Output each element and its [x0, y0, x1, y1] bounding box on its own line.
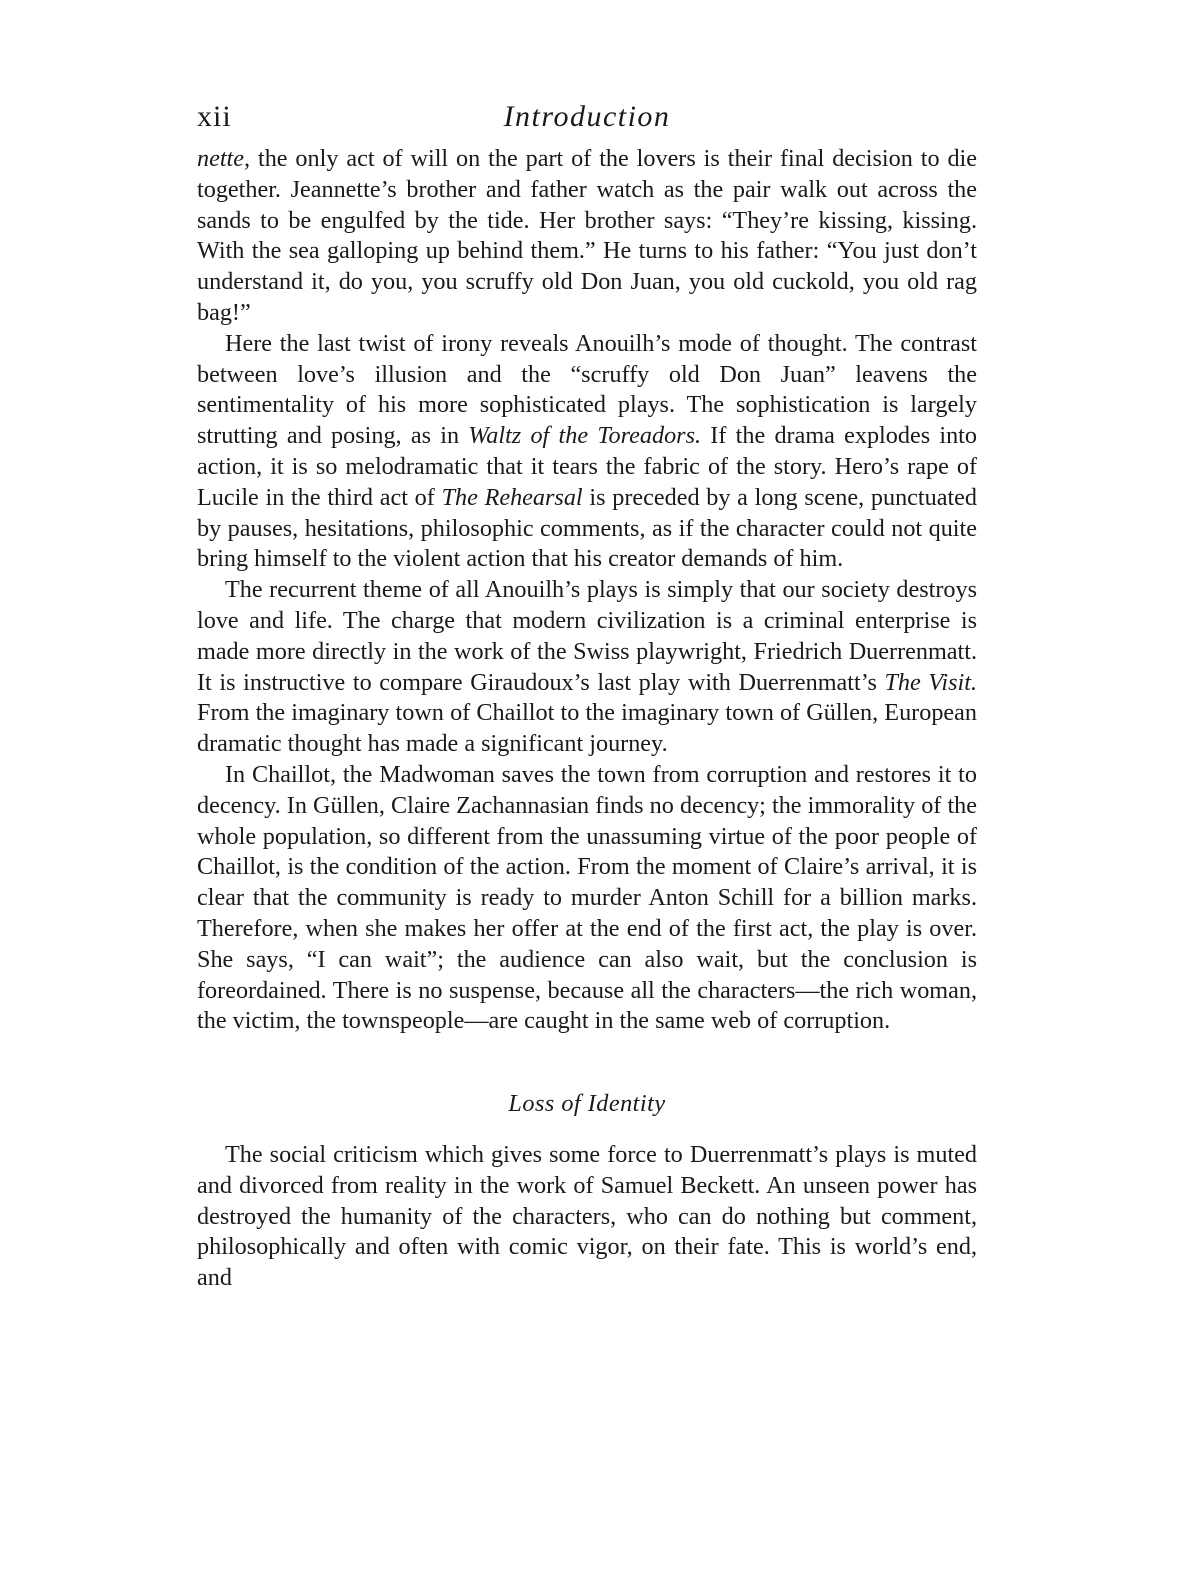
body-text	[197, 144, 977, 1294]
paragraph-3-title-visit: The Visit.	[884, 668, 977, 696]
paragraph-3	[197, 575, 977, 760]
paragraph-3-text-a: The recurrent theme of all Anouilh’s plays is simply that our society destroys love and life. The charge that modern civilization is a criminal enterprise is made more directly in the work of the Swiss playwright, Friedrich Duerrenmatt. It is instructive to compare Giraudoux’s last play with Duerrenmatt’s	[197, 576, 977, 696]
paragraph-2-text-a: Here the last twist of irony reveals Anouilh’s mode of thought. The contrast between love’s illusion and the “scruffy old Don Juan” leavens the sentimentality of his more sophisticated plays. The sophistication is largely strutting and posing, as in	[197, 329, 977, 450]
page-number: xii	[197, 100, 232, 133]
paragraph-1-lead: nette,	[197, 145, 251, 172]
paragraph-2	[197, 329, 977, 575]
running-title: Introduction	[503, 100, 671, 133]
paragraph-2-title-rehearsal: The Rehearsal	[441, 483, 583, 511]
book-page	[197, 98, 977, 1294]
paragraph-1	[197, 144, 977, 329]
running-head	[197, 98, 977, 144]
paragraph-2-title-waltz: Waltz of the Toreadors.	[468, 422, 702, 450]
paragraph-4: In Chaillot, the Madwoman saves the town from corruption and restores it to decency. In Güllen, Claire Zachannasian finds no decency; the immorality of the whole population, so different from the unassuming virtue of the poor people of Chaillot, is the condition of the action. From the moment of Claire’s arrival, it is clear that the community is ready to murder Anton Schill for a billion marks. Therefore, when she makes her offer at the end of the first act, the play is over. She says, “I can wait”; the audience can also wait, but the conclusion is foreordained. There is no suspense, because all the characters—the rich woman, the victim, the townspeople—are caught in the same web of corruption.	[197, 760, 977, 1035]
paragraph-1-text: the only act of will on the part of the lovers is their final decision to die together. Jeannette’s brother and father watch as the pair walk out across the sands to be engulfed by the tide. Her brother says: “They’re kissing, kissing. With the sea galloping up behind them.” He turns to his father: “You just don’t understand it, do you, you scruffy old Don Juan, you old cuckold, you old rag bag!”	[197, 145, 977, 326]
paragraph-2-text-b: If the drama explodes into action, it is so melodramatic that it tears the fabric of the story. Hero’s rape of Lucile in the third act of	[197, 422, 977, 511]
paragraph-2-text-c: is preceded by a long scene, punctuated by pauses, hesitations, philosophic comments, as if the character could not quite bring himself to the violent action that his creator demands of him.	[197, 483, 977, 573]
section-heading: Loss of Identity	[508, 1090, 666, 1118]
paragraph-3-text-b: From the imaginary town of Chaillot to the imaginary town of Güllen, European dramatic thought has made a significant journey.	[197, 699, 977, 758]
paragraph-5: The social criticism which gives some force to Duerrenmatt’s plays is muted and divorced from reality in the work of Samuel Beckett. An unseen power has destroyed the humanity of the characters, who can do nothing but comment, philosophically and often with comic vigor, on their fate. This is world’s end, and	[197, 1140, 977, 1292]
